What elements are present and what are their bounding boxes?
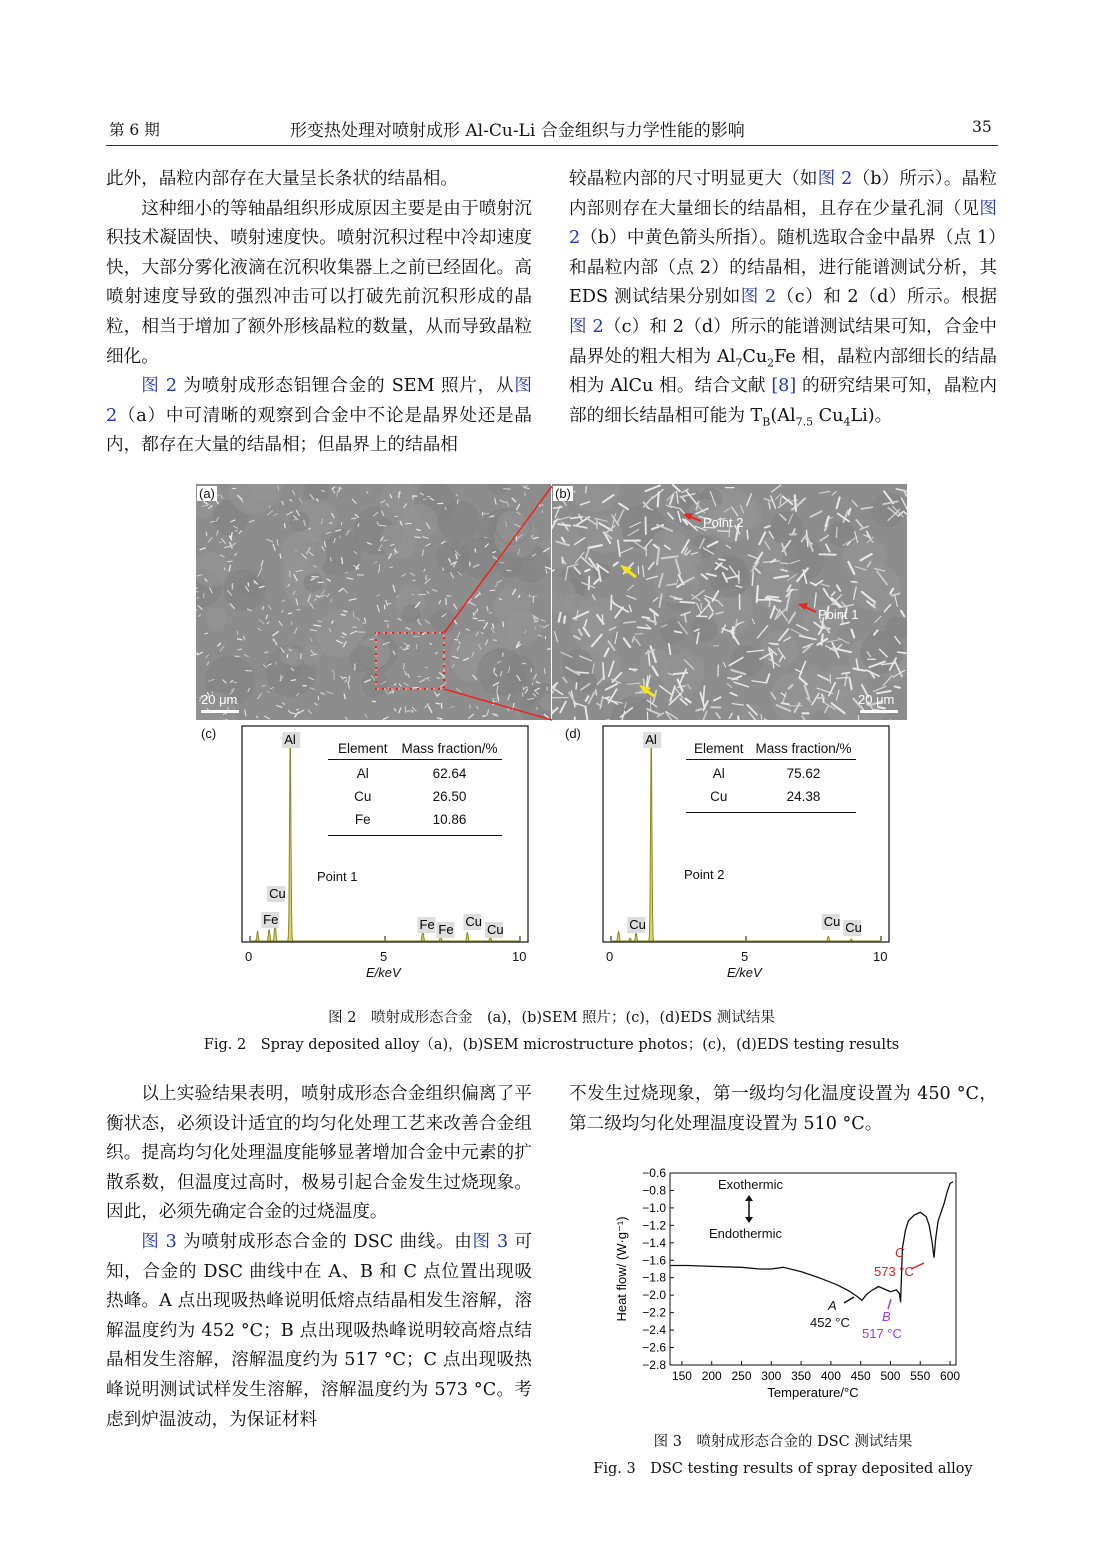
- right-column-top: [569, 165, 997, 431]
- text: Cu: [742, 346, 768, 367]
- scalebar-label-b: 20 μm: [858, 692, 895, 707]
- point2-label: Point 2: [703, 515, 744, 530]
- text: （b）中黄色箭头所指）。随机选取合金中晶界（点 1）和晶粒内部（点 2）的结晶相，进行能谱测试分析，其 EDS 测试结果分别如: [569, 228, 997, 308]
- y-tick: −2.8: [642, 1358, 666, 1372]
- x-tick: 0: [245, 949, 253, 964]
- header-rule: [106, 145, 998, 146]
- x-tick: 500: [880, 1369, 901, 1383]
- svg-text:Fe: Fe: [438, 922, 454, 937]
- x-tick: 400: [820, 1369, 841, 1383]
- subscript: 2: [767, 356, 775, 370]
- text: (Al: [770, 405, 796, 426]
- x-tick: 150: [671, 1369, 692, 1383]
- table-cell: 62.64: [432, 766, 467, 781]
- fig-link[interactable]: 图 2: [569, 198, 997, 249]
- fig3-caption-en: Fig. 3 DSC testing results of spray deposited alloy: [593, 1461, 973, 1477]
- issue-label: 第 6 期: [109, 121, 160, 139]
- table-cell: 24.38: [786, 789, 821, 804]
- table-cell: 26.50: [432, 789, 467, 804]
- paragraph: [106, 372, 532, 461]
- x-axis-label: Temperature/°C: [767, 1385, 859, 1400]
- point-c-temp: 573 °C: [874, 1264, 914, 1279]
- paragraph: 以上实验结果表明，喷射成形态合金组织偏离了平衡状态，必须设计适宜的均匀化处理工艺来改善合金组织。提高均匀化处理温度能够显著增加合金中元素的扩散系数，但温度过高时，极易引起合金发生过烧现象。因此，必须先确定合金的过烧温度。: [106, 1084, 532, 1223]
- point-label: Point 1: [317, 869, 358, 884]
- y-tick: −2.2: [642, 1305, 666, 1320]
- y-tick: −1.0: [642, 1200, 666, 1215]
- x-tick: 5: [741, 949, 749, 964]
- citation-link[interactable]: [8]: [771, 376, 797, 397]
- x-tick: 200: [701, 1369, 722, 1383]
- scalebar-b: [860, 710, 898, 713]
- paragraph: [106, 1228, 532, 1435]
- paragraph: 不发生过烧现象，第一级均匀化温度设置为 450 °C，第二级均匀化处理温度设置为 510 °C。: [569, 1084, 997, 1134]
- text: Cu: [813, 405, 844, 426]
- table-cell: Al: [712, 766, 725, 781]
- fig-link[interactable]: 图 2: [817, 169, 853, 189]
- fig-link[interactable]: 图 3: [472, 1231, 509, 1252]
- y-tick: −1.6: [642, 1253, 666, 1268]
- table-header: Element: [694, 741, 744, 756]
- svg-text:Cu: Cu: [487, 922, 504, 937]
- y-tick: −2.4: [642, 1323, 666, 1338]
- y-tick: −1.2: [642, 1218, 666, 1233]
- fig3-caption-cn: 图 3 喷射成形态合金的 DSC 测试结果: [653, 1434, 913, 1450]
- fig-link[interactable]: 图 3: [141, 1231, 177, 1252]
- fig-link[interactable]: 图 2: [740, 287, 777, 308]
- svg-text:Cu: Cu: [269, 886, 286, 901]
- svg-text:Cu: Cu: [465, 914, 483, 929]
- table-cell: Cu: [710, 789, 728, 804]
- y-tick: −1.4: [642, 1235, 666, 1250]
- x-tick: 300: [761, 1369, 782, 1383]
- fig2-caption-en: Fig. 2 Spray deposited alloy（a)，(b)SEM microstructure photos；(c)，(d)EDS testing results: [203, 1037, 900, 1053]
- running-title: 形变热处理对喷射成形 Al-Cu-Li 合金组织与力学性能的影响: [290, 121, 745, 141]
- fig-link[interactable]: 图 2: [141, 376, 178, 397]
- dsc-chart: [606, 1165, 970, 1410]
- dsc-curve: [670, 1182, 953, 1303]
- x-tick: 10: [512, 949, 527, 964]
- fig2-caption-cn: 图 2 喷射成形态合金 (a)，(b)SEM 照片；(c)，(d)EDS 测试结果: [328, 1010, 775, 1026]
- y-axis-label: Heat flow/ (W·g⁻¹): [614, 1216, 629, 1322]
- x-axis-label: E/keV: [366, 965, 401, 980]
- text: Li)。: [850, 405, 893, 426]
- endothermic-label: Endothermic: [709, 1226, 782, 1241]
- text: （a）中可清晰的观察到合金中不论是晶界处还是晶内，都存在大量的结晶相；但晶界上的结晶相: [106, 405, 532, 456]
- x-axis-label: E/keV: [727, 965, 762, 980]
- fig-link[interactable]: 图 2: [569, 316, 604, 337]
- subscript: 7: [735, 356, 743, 370]
- y-tick: −0.8: [642, 1183, 666, 1198]
- table-header: Mass fraction/%: [755, 741, 852, 756]
- svg-text:Fe: Fe: [263, 912, 279, 927]
- text: 为喷射成形态铝锂合金的 SEM 照片，从: [177, 376, 515, 397]
- svg-text:Cu: Cu: [629, 917, 646, 932]
- x-tick: 450: [850, 1369, 871, 1383]
- point1-label: Point 1: [818, 607, 859, 622]
- panel-label-b: (b): [555, 486, 571, 501]
- y-tick: −0.6: [642, 1166, 666, 1180]
- table-cell: Al: [356, 766, 369, 781]
- text: Fe 相，晶粒内部细长的结晶相为 AlCu 相。结合文献: [569, 346, 997, 397]
- point-a-temp: 452 °C: [810, 1315, 850, 1330]
- panel-label-c: (c): [201, 726, 217, 741]
- table-cell: 75.62: [786, 766, 821, 781]
- point-a-label: A: [828, 1298, 837, 1313]
- x-tick: 10: [873, 949, 888, 964]
- text: （c）和 2（d）所示的能谱测试结果可知，合金中晶界处的粗大相为 Al: [569, 316, 998, 367]
- svg-text:Fe: Fe: [419, 917, 435, 932]
- svg-text:Al: Al: [284, 732, 296, 747]
- right-column-bottom: [569, 1080, 997, 1139]
- y-tick: −2.0: [642, 1288, 666, 1303]
- subscript: 4: [843, 415, 851, 429]
- paragraph: 此外，晶粒内部存在大量呈长条状的结晶相。: [106, 169, 458, 189]
- eds-table-c: [328, 738, 502, 836]
- point-label: Point 2: [684, 867, 725, 882]
- x-tick: 5: [380, 949, 388, 964]
- svg-text:Cu: Cu: [823, 914, 841, 929]
- text: （b）所示）。晶粒内部则存在大量细长的结晶相，且存在少量孔洞（见: [569, 169, 997, 219]
- text: （c）和 2（d）所示。根据: [776, 287, 997, 308]
- text: 的研究结果可知，晶粒内部的细长结晶相可能为 T: [569, 376, 998, 426]
- panel-label-d: (d): [565, 726, 581, 741]
- x-tick: 550: [910, 1369, 931, 1383]
- x-tick: 0: [606, 949, 614, 964]
- paragraph: 这种细小的等轴晶组织形成原因主要是由于喷射沉积技术凝固快、喷射速度快。喷射沉积过程中冷却速度快，大部分雾化液滴在沉积收集器上之前已经固化。高喷射速度导致的强烈冲击可以打破先前沉积形成的晶粒，相当于增加了额外形核晶粒的数量，从而导致晶粒细化。: [106, 198, 532, 367]
- x-tick: 600: [940, 1369, 961, 1383]
- left-column-top: [106, 165, 532, 461]
- eds-table-d: [686, 738, 856, 813]
- text: 较晶粒内部的尺寸明显更大（如: [569, 169, 818, 189]
- text: 可知，合金的 DSC 曲线中在 A、B 和 C 点位置出现吸热峰。A 点出现吸热峰说明低熔点结晶相发生溶解，溶解温度约为 452 °C；B 点出现吸热峰说明较高熔点结晶相发生溶解，溶解温度约为 517 °C；C 点出现吸热峰说明测试试样发生溶解，溶解温度约为 573 °C。考虑到炉温波动，为保证材料: [106, 1231, 532, 1430]
- table-header: Mass fraction/%: [401, 741, 498, 756]
- table-header: Element: [338, 741, 388, 756]
- fig-link[interactable]: 图 2: [106, 376, 532, 426]
- y-tick: −1.8: [642, 1270, 666, 1285]
- subscript: B: [762, 415, 771, 429]
- scalebar-label-a: 20 μm: [201, 692, 238, 707]
- point-b-label: B: [882, 1309, 891, 1324]
- table-cell: 10.86: [432, 812, 467, 827]
- zoom-indicator: [196, 484, 908, 724]
- x-tick: 350: [791, 1369, 812, 1383]
- point-b-temp: 517 °C: [862, 1326, 902, 1341]
- left-column-bottom: [106, 1080, 532, 1435]
- table-cell: Cu: [354, 789, 372, 804]
- point-c-label: C: [895, 1245, 905, 1260]
- svg-text:Al: Al: [645, 732, 657, 747]
- scalebar-a: [201, 710, 239, 713]
- table-cell: Fe: [354, 812, 371, 827]
- x-tick: 250: [731, 1369, 752, 1383]
- page-number: 35: [972, 118, 992, 136]
- panel-label-a: (a): [199, 486, 215, 501]
- svg-text:Cu: Cu: [845, 920, 862, 935]
- paragraph: [569, 165, 997, 431]
- y-tick: −2.6: [642, 1340, 666, 1355]
- text: 为喷射成形态合金的 DSC 曲线。由: [176, 1231, 473, 1252]
- exothermic-label: Exothermic: [718, 1177, 784, 1192]
- subscript: 7.5: [795, 415, 814, 429]
